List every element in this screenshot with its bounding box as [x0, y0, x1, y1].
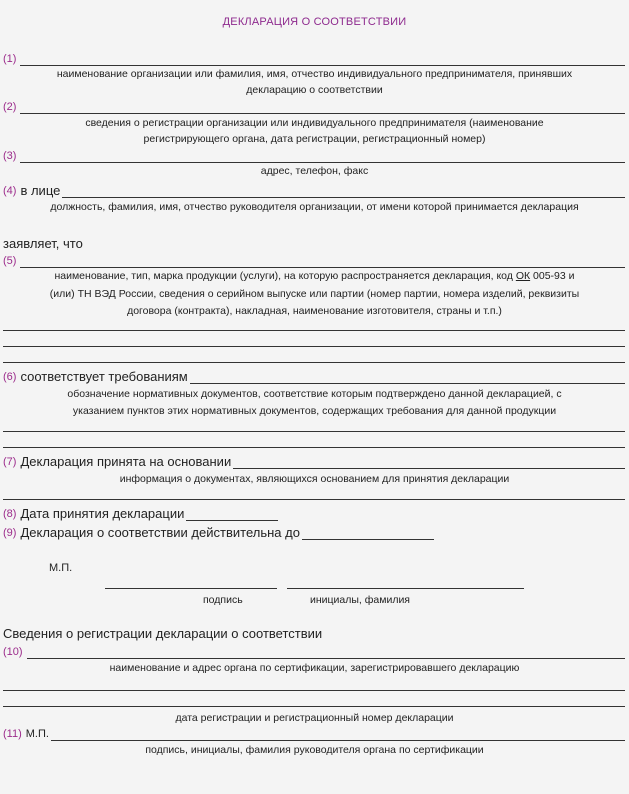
- field-11-number: (11): [3, 728, 22, 740]
- field-5-row: [3, 252, 625, 268]
- field-7-extra-line-1[interactable]: [3, 499, 625, 500]
- field-11-caption-1: подпись, инициалы, фамилия руководителя органа по сертификации: [145, 744, 484, 756]
- field-6-caption-1: обозначение нормативных документов, соответствие которым подтверждено данной декларацией, с: [67, 388, 562, 400]
- page-title: ДЕКЛАРАЦИЯ О СООТВЕТСТВИИ: [222, 16, 407, 28]
- field-2-number: (2): [3, 101, 17, 113]
- field-2-caption-1: сведения о регистрации организации или индивидуального предпринимателя (наименование: [85, 117, 544, 129]
- field-11-row: [3, 725, 625, 741]
- field-5-caption-1a: наименование, тип, марка продукции (услуги), на которую распространяется декларация, код: [54, 270, 516, 282]
- field-5-caption-3: договора (контракта), накладная, наименование изготовителя, страны и т.п.): [127, 305, 502, 317]
- field-1-row: [3, 50, 625, 66]
- field-6-line[interactable]: [190, 372, 625, 384]
- field-6-label: соответствует требованиям: [20, 369, 188, 384]
- name-line[interactable]: [287, 588, 524, 589]
- stamp-label: М.П.: [49, 562, 73, 574]
- field-5-line[interactable]: [20, 256, 625, 268]
- field-8-number: (8): [3, 508, 17, 520]
- field-5-extra-line-2[interactable]: [3, 346, 625, 347]
- field-5-caption-1: [0, 268, 629, 284]
- field-3-caption-1: адрес, телефон, факс: [260, 165, 369, 177]
- field-10-extra-line-1[interactable]: [3, 690, 625, 691]
- field-2-line[interactable]: [20, 102, 625, 114]
- field-6-row: [3, 368, 625, 384]
- field-1-number: (1): [3, 53, 17, 65]
- field-10-caption-1: наименование и адрес органа по сертификации, зарегистрировавшего декларацию: [109, 662, 520, 674]
- field-11-line[interactable]: [51, 729, 625, 741]
- field-6-extra-line-1[interactable]: [3, 431, 625, 432]
- field-5-extra-line-1[interactable]: [3, 330, 625, 331]
- signature-caption: подпись: [203, 594, 243, 606]
- field-4-number: (4): [3, 185, 17, 197]
- declares-text: заявляет, что: [3, 236, 83, 251]
- field-1-caption-1: наименование организации или фамилия, имя, отчество индивидуального предпринимателя, принявших: [56, 68, 573, 80]
- field-7-number: (7): [3, 456, 17, 468]
- field-7-line[interactable]: [233, 457, 625, 469]
- field-2-row: [3, 98, 625, 114]
- registration-heading: Сведения о регистрации декларации о соответствии: [3, 626, 323, 641]
- field-1-line[interactable]: [20, 54, 625, 66]
- field-4-caption-1: должность, фамилия, имя, отчество руководителя организации, от имени которой принимается декларация: [50, 201, 579, 213]
- field-4-label: в лице: [20, 183, 61, 198]
- field-5-extra-line-3[interactable]: [3, 362, 625, 363]
- field-7-label: Декларация принята на основании: [20, 454, 232, 469]
- field-6-number: (6): [3, 371, 17, 383]
- field-10-row: [3, 643, 625, 659]
- field-10-line[interactable]: [27, 647, 625, 659]
- field-9-row: [3, 524, 625, 540]
- field-9-label: Декларация о соответствии действительна до: [20, 525, 300, 540]
- field-8-line[interactable]: [186, 509, 278, 521]
- field-5-caption-1b: 005-93 и: [530, 270, 575, 282]
- field-3-row: [3, 147, 625, 163]
- field-8-label: Дата принятия декларации: [20, 506, 185, 521]
- field-8-row: [3, 505, 625, 521]
- field-5-caption-2: (или) ТН ВЭД России, сведения о серийном выпуске или партии (номер партии, номера изделий, реквизиты: [49, 288, 580, 300]
- field-10-number: (10): [3, 646, 23, 658]
- field-9-number: (9): [3, 527, 17, 539]
- field-11-label: М.П.: [25, 728, 49, 740]
- field-3-line[interactable]: [20, 151, 625, 163]
- signature-line[interactable]: [105, 588, 277, 589]
- field-7-row: [3, 453, 625, 469]
- field-5-number: (5): [3, 255, 17, 267]
- field-3-number: (3): [3, 150, 17, 162]
- name-caption: инициалы, фамилия: [310, 594, 410, 606]
- field-6-extra-line-2[interactable]: [3, 447, 625, 448]
- field-4-line[interactable]: [62, 186, 625, 198]
- field-2-caption-2: регистрирующего органа, дата регистрации, регистрационный номер): [143, 133, 486, 145]
- field-5-caption-1u: ОК: [515, 270, 531, 282]
- field-6-caption-2: указанием пунктов этих нормативных документов, содержащих требования для данной продукции: [72, 405, 557, 417]
- field-1-caption-2: декларацию о соответствии: [246, 84, 383, 96]
- field-10-extra-line-2[interactable]: [3, 706, 625, 707]
- field-10-caption-2: дата регистрации и регистрационный номер декларации: [175, 712, 454, 724]
- field-7-caption-1: информация о документах, являющихся основанием для принятия декларации: [119, 473, 510, 485]
- field-4-row: [3, 182, 625, 198]
- field-9-line[interactable]: [302, 528, 434, 540]
